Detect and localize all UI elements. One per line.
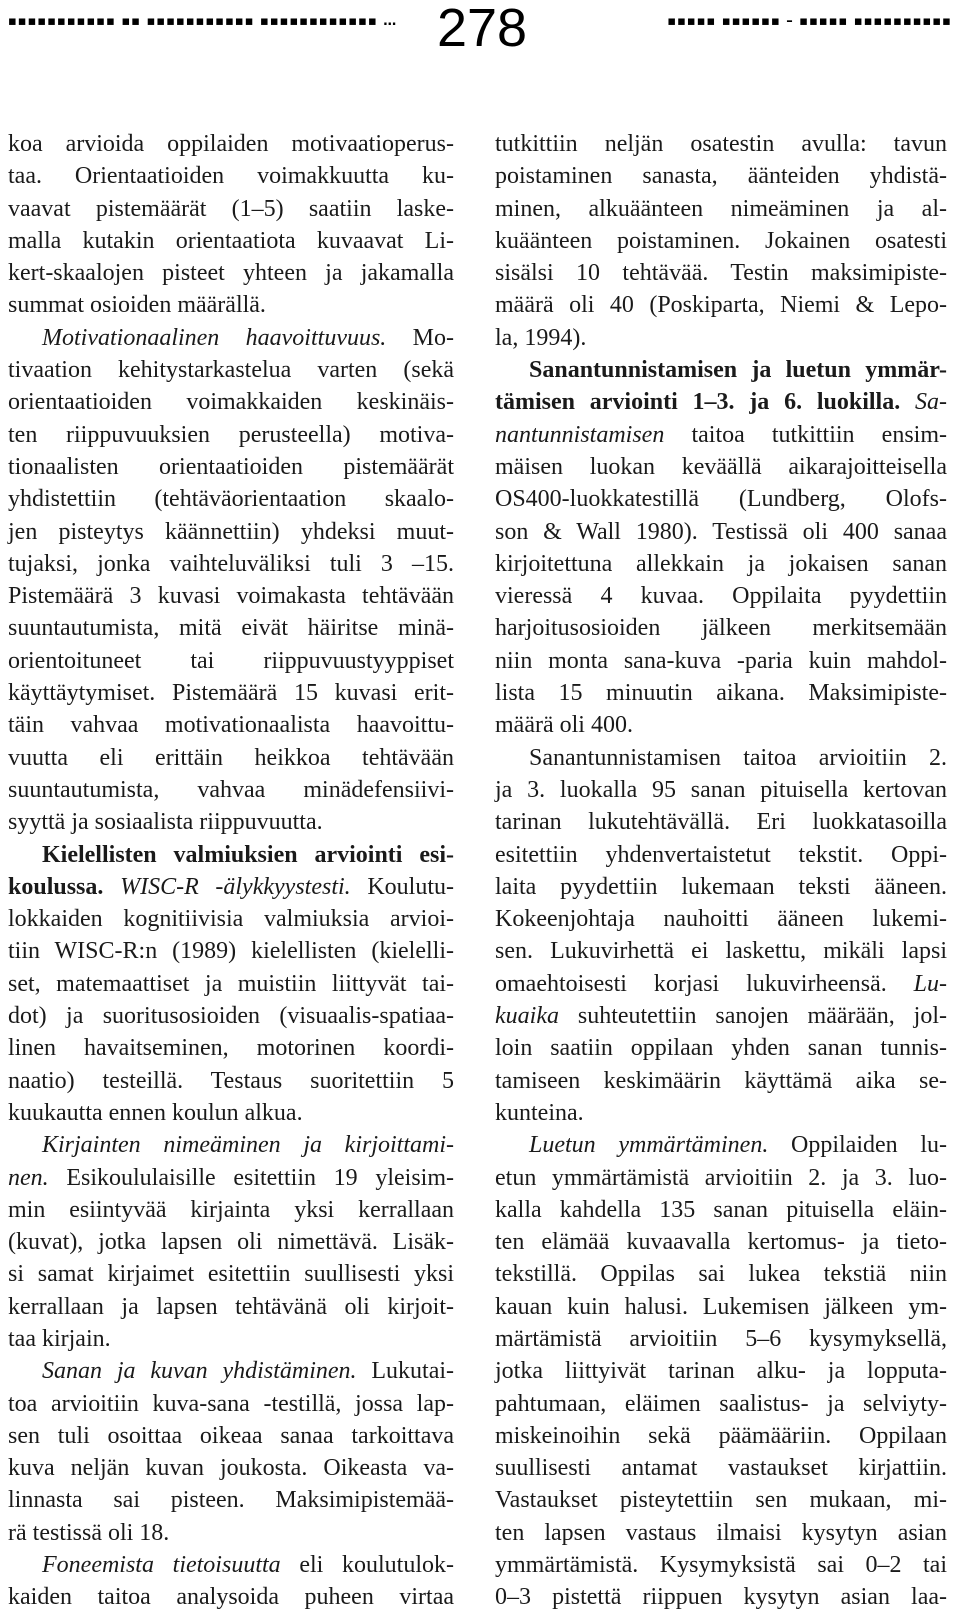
- text-line: kert-skaalojen pisteet yhteen ja jakamalla: [8, 260, 454, 287]
- text-line: märtämistä arvioitiin 5–6 kysymyksellä,: [495, 1325, 947, 1352]
- page-number: 278: [436, 0, 528, 58]
- text-line: kuäänteen poistaminen. Jokainen osatesti: [495, 227, 947, 254]
- text-run: Lukutai-: [356, 1358, 455, 1385]
- text-line: niin monta sana-kuva -paria kuin mahdol-: [495, 647, 947, 674]
- text-line: täin vahvaa motivationaalista haavoittu-: [8, 712, 454, 739]
- section-heading: Sanantunnistamisen ja luetun ymmär-: [529, 357, 947, 384]
- text-line: si samat kirjaimet esitettiin suullisesti yksi: [8, 1261, 454, 1288]
- paragraph: [8, 1129, 454, 1355]
- text-line: miskeinoihin sekä päämääriin. Oppilaan: [495, 1422, 947, 1449]
- section-heading: koulussa.: [8, 873, 104, 900]
- text-run: Mo-: [386, 324, 454, 351]
- text-line: 0–3 pistettä riippuen kysytyn asian laa-: [495, 1584, 947, 1611]
- section-heading: Sanan ja kuvan yhdistäminen.: [42, 1358, 357, 1385]
- text-line: summat osioiden määrällä.: [8, 292, 266, 319]
- text-line: ten lapsen vastaus ilmaisi kysytyn asian: [495, 1519, 947, 1546]
- paragraph: [495, 1129, 947, 1613]
- text-line: sen. Lukuvirhettä ei laskettu, mikäli lapsi: [495, 938, 947, 965]
- text-line: ymmärtämistä. Kysymyksistä sai 0–2 tai: [495, 1552, 947, 1579]
- text-line: malla kutakin orientaatiota kuvaavat Li-: [8, 227, 454, 254]
- paragraph: [8, 1549, 454, 1614]
- text-line: kunteina.: [495, 1099, 584, 1126]
- text-line: set, matemaattiset ja muistiin liittyvät tai-: [8, 970, 454, 997]
- text-line: kerrallaan ja lapsen tehtävänä oli kirjoit-: [8, 1293, 454, 1320]
- text-line: [8, 1355, 454, 1387]
- text-run: Sa-: [900, 389, 947, 416]
- text-line: suuntautumista, mitä eivät häiritse minä-: [8, 615, 454, 642]
- text-line: sen tuli osoittaa oikeaa sanaa tarkoittava: [8, 1422, 454, 1449]
- text-line: suullisesti antamat vastaukset kirjattiin.: [495, 1455, 947, 1482]
- section-heading: Kirjainten nimeäminen ja kirjoittami-: [42, 1132, 454, 1159]
- text-line: käyttäytymiset. Pistemäärä 15 kuvasi erit-: [8, 680, 454, 707]
- text-line: naatio) testeillä. Testaus suoritettiin 5: [8, 1067, 454, 1094]
- text-line: jen pisteytys käännettiin) yhdeksi muut-: [8, 518, 454, 545]
- paragraph: [495, 354, 947, 742]
- text-line: orientaatioiden voimakkaiden keskinäis-: [8, 389, 454, 416]
- text-line: toa arvioitiin kuva-sana -testillä, jossa lap-: [8, 1390, 454, 1417]
- text-line: loin saatiin oppilaan yhden sanan tunnis-: [495, 1035, 947, 1062]
- text-line: mäisen luokan keväällä aikarajoitteisella: [495, 453, 947, 480]
- text-line: suuntautumista, vahvaa minädefensiivi-: [8, 776, 454, 803]
- text-run: omaehtoisesti korjasi lukuvirheensä.: [495, 970, 887, 997]
- text-line: [495, 386, 947, 418]
- text-line: [8, 1129, 454, 1161]
- right-column: [495, 128, 947, 1614]
- paragraph: [8, 839, 454, 1130]
- text-line: yhdistettiin (tehtäväorientaation skaalo-: [8, 486, 454, 513]
- left-column: [8, 128, 454, 1614]
- text-line: ten riippuvuuksien perusteella) motiva-: [8, 421, 454, 448]
- text-line: la, 1994).: [495, 324, 587, 351]
- text-line: kirjoitettuna allekkain ja jokaisen sanan: [495, 550, 947, 577]
- text-line: vuutta eli erittäin heikkoa tehtävään: [8, 744, 454, 771]
- text-line: kalla kahdella 135 sanan pituisella eläin-: [495, 1196, 947, 1223]
- section-heading: nen.: [8, 1164, 49, 1191]
- text-line: tujaksi, jonka vaihteluväliksi tuli 3 –15.: [8, 550, 454, 577]
- text-line: sisälsi 10 tehtävää. Testin maksimipiste-: [495, 260, 947, 287]
- text-line: [8, 1549, 454, 1581]
- text-run: Lu-: [886, 970, 948, 997]
- text-line: Sanantunnistamisen taitoa arvioitiin 2.: [529, 744, 947, 771]
- text-run: taitoa tutkittiin ensim-: [664, 421, 947, 448]
- text-line: taa. Orientaatioiden voimakkuutta ku-: [8, 163, 454, 190]
- text-line: tutkittiin neljän osatestin avulla: tavun: [495, 131, 947, 157]
- subsection-heading: nantunnistamisen: [495, 421, 665, 448]
- text-line: koa arvioida oppilaiden motivaatioperus-: [8, 131, 454, 157]
- text-line: Kokeenjohtaja nauhoitti ääneen lukemi-: [495, 906, 947, 933]
- text-line: taa kirjain.: [8, 1325, 111, 1352]
- text-line: laita pyydettiin lukemaan teksti ääneen.: [495, 873, 947, 900]
- text-line: [495, 1129, 947, 1161]
- text-line: tekstillä. Oppilas sai lukea tekstiä niin: [495, 1261, 947, 1288]
- text-line: tarinan lukutehtävällä. Eri luokkatasoilla: [495, 809, 947, 836]
- paragraph: [8, 1355, 454, 1549]
- paragraph: [495, 128, 947, 354]
- section-heading: Luetun ymmärtäminen.: [529, 1132, 769, 1159]
- text-run: eli koulutulok-: [280, 1552, 454, 1579]
- text-run: Oppilaiden lu-: [768, 1132, 947, 1159]
- text-line: syyttä ja sosiaalista riippuvuutta.: [8, 809, 323, 836]
- text-line: OS400-luokkatestillä (Lundberg, Olofs-: [495, 486, 947, 513]
- paragraph: [495, 742, 947, 1130]
- text-line: Vastaukset pisteytettiin sen mukaan, mi-: [495, 1487, 947, 1514]
- text-line: vieressä 4 kuvaa. Oppilaita pyydettiin: [495, 583, 947, 610]
- text-line: (kuvat), jotka lapsen oli nimettävä. Lisäk-: [8, 1229, 454, 1256]
- section-heading: Foneemista tietoisuutta: [42, 1552, 281, 1579]
- text-line: Pistemäärä 3 kuvasi voimakasta tehtävään: [8, 583, 454, 610]
- text-line: harjoitusosioiden jälkeen merkitsemään: [495, 615, 947, 642]
- text-line: orientoituneet tai riippuvuustyyppiset: [8, 647, 454, 674]
- text-line: kuva neljän kuvan joukosta. Oikeasta va-: [8, 1455, 454, 1482]
- paragraph: [8, 322, 454, 839]
- subsection-heading: WISC-R -älykkyystesti.: [120, 873, 351, 900]
- text-line: pahtumaan, eläimen saalistus- ja selviyty-: [495, 1390, 947, 1417]
- text-line: poistaminen sanasta, äänteiden yhdistä-: [495, 163, 947, 190]
- text-line: kauan kuin halusi. Lukemisen jälkeen ym-: [495, 1293, 947, 1320]
- text-line: [8, 871, 454, 903]
- text-line: [8, 322, 454, 354]
- text-line: [495, 419, 947, 451]
- text-line: esitettiin yhdenvertaistetut tekstit. Oppi-: [495, 841, 947, 868]
- text-line: tiin WISC-R:n (1989) kielellisten (kielelli-: [8, 938, 454, 965]
- text-line: tionaalisten orientaatioiden pistemäärät: [8, 453, 454, 480]
- text-line: rä testissä oli 18.: [8, 1519, 170, 1546]
- text-line: minen, alkuäänteen nimeäminen ja al-: [495, 195, 947, 222]
- section-heading: Kielellisten valmiuksien arviointi esi-: [42, 841, 454, 868]
- text-line: linen havaitseminen, motorinen koordi-: [8, 1035, 454, 1062]
- running-head-left: ▪▪▪▪▪▪▪▪▪▪▪ ▪▪ ▪▪▪▪▪▪▪▪▪▪▪ ▪▪▪▪▪▪▪▪▪▪▪▪ …: [8, 14, 398, 29]
- section-heading: Motivationaalinen haavoittuvuus.: [42, 324, 387, 351]
- text-line: min esiintyvää kirjainta yksi kerrallaan: [8, 1196, 454, 1223]
- text-line: määrä oli 400.: [495, 712, 633, 739]
- running-head-right: ▪▪▪▪▪ ▪▪▪▪▪▪ – ▪▪▪▪▪ ▪▪▪▪▪▪▪▪▪▪: [667, 14, 952, 29]
- text-line: lokkaiden kognitiivisia valmiuksia arvioi-: [8, 906, 454, 933]
- term: kuaika: [495, 1003, 559, 1030]
- text-line: ten elämää kuvaavalla kertomus- ja tieto-: [495, 1229, 947, 1256]
- text-run: Koulutu-: [350, 873, 455, 900]
- paragraph: [8, 128, 454, 322]
- text-line: [495, 1000, 947, 1032]
- text-line: jotka liittyivät tarinan alku- ja lopputa-: [495, 1358, 947, 1385]
- text-line: ja 3. luokalla 95 sanan pituisella kertovan: [495, 776, 947, 803]
- text-line: vaavat pistemäärät (1–5) saatiin laske-: [8, 195, 454, 222]
- text-line: tivaation kehitystarkastelua varten (sekä: [8, 357, 454, 384]
- text-line: [8, 1162, 454, 1194]
- text-line: son & Wall 1980). Testissä oli 400 sanaa: [495, 518, 947, 545]
- text-line: määrä oli 40 (Poskiparta, Niemi & Lepo-: [495, 292, 947, 319]
- text-line: tamiseen keskimäärin käyttämä aika se-: [495, 1067, 947, 1094]
- text-line: dot) ja suoritusosioiden (visuaalis-spatiaa-: [8, 1003, 454, 1030]
- text-line: kaiden taitoa analysoida puheen virtaa: [8, 1584, 454, 1611]
- text-run: Esikoululaisille esitettiin 19 yleisim-: [48, 1164, 454, 1191]
- page-header: [0, 0, 960, 60]
- text-line: lista 15 minuutin aikana. Maksimipiste-: [495, 680, 947, 707]
- text-run: suhteutettiin sanojen määrään, jol-: [558, 1003, 947, 1030]
- text-line: [495, 968, 947, 1000]
- section-heading: tämisen arviointi 1–3. ja 6. luokilla.: [495, 389, 901, 416]
- text-line: linnasta sai pisteen. Maksimipistemää-: [8, 1487, 454, 1514]
- text-line: etun ymmärtämistä arvioitiin 2. ja 3. luo-: [495, 1164, 947, 1191]
- text-line: kuukautta ennen koulun alkua.: [8, 1099, 303, 1126]
